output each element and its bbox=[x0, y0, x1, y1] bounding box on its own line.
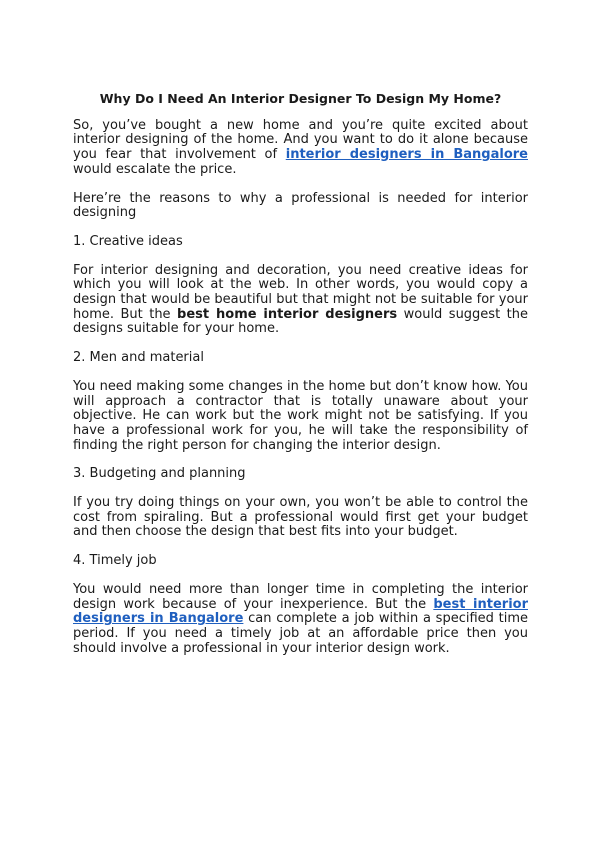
interior-designers-bangalore-link[interactable]: interior designers in Bangalore bbox=[285, 147, 528, 163]
timely-text-before: You would need more than longer time in completing the interior design work because of your inexperience. But the bbox=[73, 581, 528, 612]
document-page bbox=[73, 92, 528, 670]
section-paragraph-men-material: You need making some changes in the home but don’t know how. You will approach a contractor that is totally unaware about your objective. He can work but the work might not be satisfying. If you have a professional work for you, he will take the responsibility of finding the right person for changing the interior design. bbox=[73, 378, 528, 453]
document-title: Why Do I Need An Interior Designer To Design My Home? bbox=[99, 91, 502, 106]
best-interior-designers-bangalore-link[interactable]: best interior designers in Bangalore bbox=[73, 596, 528, 627]
creative-text-after: would suggest the designs suitable for your home. bbox=[73, 306, 528, 337]
intro-paragraph bbox=[73, 119, 528, 178]
section-heading-men-material: 2. Men and material bbox=[73, 350, 204, 366]
section-paragraph-creative-ideas bbox=[73, 264, 528, 338]
section-paragraph-timely-job bbox=[73, 583, 528, 657]
section-paragraph-budgeting: If you try doing things on your own, you won’t be able to control the cost from spiraling. But a professional would first get your budget and then choose the design that best fits into your budget. bbox=[73, 495, 528, 540]
section-heading-budgeting: 3. Budgeting and planning bbox=[73, 466, 246, 482]
creative-text-before: For interior designing and decoration, you need creative ideas for which you will look at the web. In other words, you would copy a design that would be beautiful but that might not be suitable for your home. But the bbox=[73, 262, 528, 322]
section-heading-timely-job: 4. Timely job bbox=[73, 553, 157, 569]
intro-text-after: would escalate the price. bbox=[73, 161, 237, 177]
reasons-intro: Here’re the reasons to why a professional is needed for interior designing bbox=[73, 190, 528, 221]
best-home-interior-designers-bold: best home interior designers bbox=[177, 306, 398, 322]
timely-text-after: can complete a job within a specified time period. If you need a timely job at an affordable price then you should involve a professional in your interior design work. bbox=[73, 611, 528, 656]
intro-text-before: So, you’ve bought a new home and you’re quite excited about interior designing of the home. And you want to do it alone because you fear that involvement of bbox=[73, 117, 528, 163]
section-heading-creative-ideas: 1. Creative ideas bbox=[73, 233, 183, 249]
